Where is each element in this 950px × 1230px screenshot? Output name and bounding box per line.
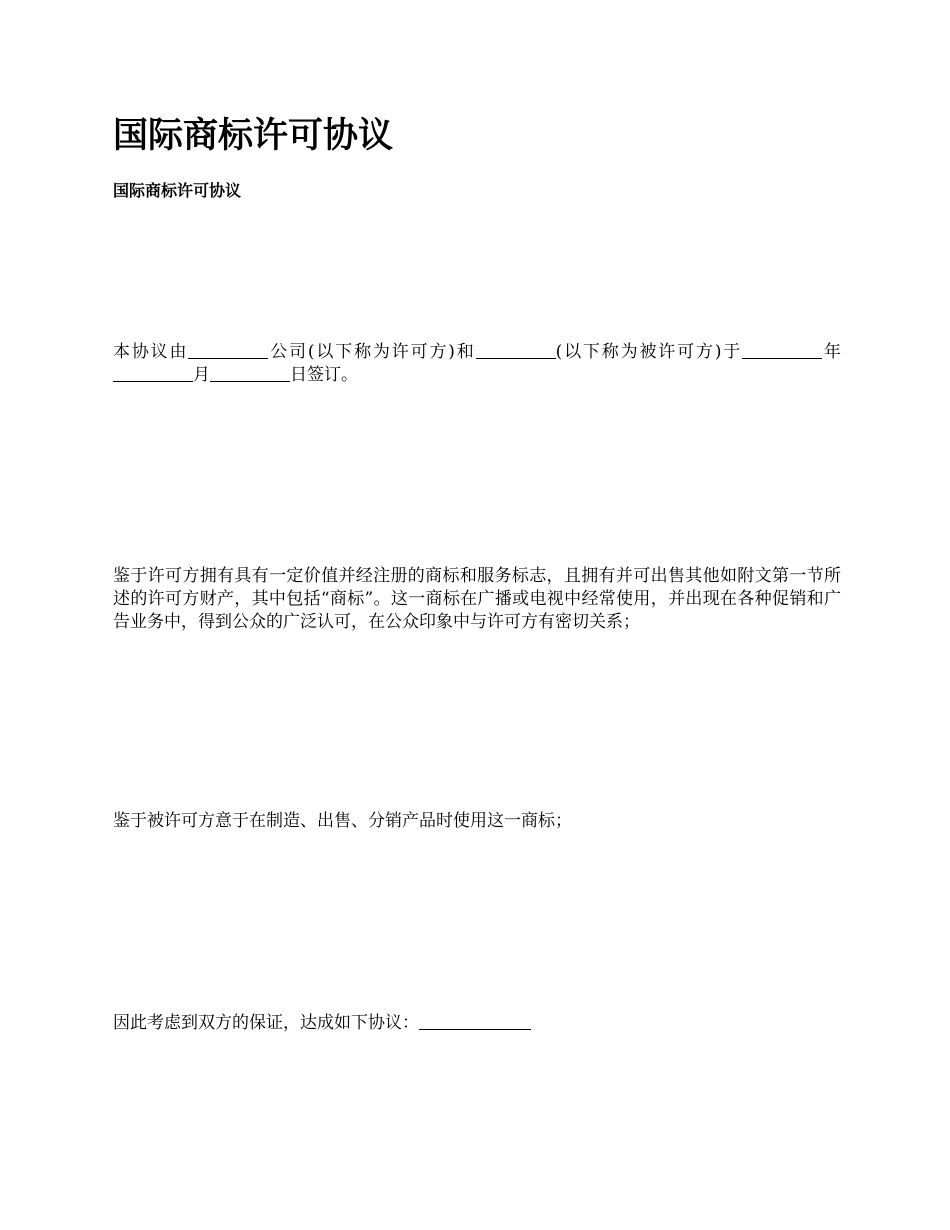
paragraph-text: 年 <box>822 342 841 362</box>
document-title: 国际商标许可协议 <box>113 115 394 156</box>
paragraph-text: (以下称为被许可方)于 <box>555 342 743 362</box>
paragraph-text: 公司(以下称为许可方)和 <box>268 342 476 362</box>
clause-blank <box>419 1013 531 1030</box>
agreement-parties-paragraph <box>113 341 841 387</box>
paragraph-text: 月 <box>193 365 210 385</box>
agreement-clause-paragraph <box>113 1012 841 1035</box>
day-blank <box>210 365 290 382</box>
paragraph-text: 本协议由 <box>113 342 189 362</box>
licensee-blank <box>476 342 556 359</box>
document-subtitle: 国际商标许可协议 <box>113 181 242 200</box>
licensor-recital-paragraph: 鉴于许可方拥有具有一定价值并经注册的商标和服务标志，且拥有并可出售其他如附文第一节所述的许可方财产，其中包括“商标”。这一商标在广播或电视中经常使用，并出现在各种促销和广告业务中，得到公众的广泛认可，在公众印象中与许可方有密切关系； <box>113 566 841 632</box>
month-blank <box>113 365 193 382</box>
licensee-recital-paragraph: 鉴于被许可方意于在制造、出售、分销产品时使用这一商标； <box>113 811 572 831</box>
paragraph-text: 日签订。 <box>290 365 358 385</box>
paragraph-text: 因此考虑到双方的保证，达成如下协议： <box>113 1013 419 1033</box>
licensor-blank <box>188 342 268 359</box>
year-blank <box>742 342 822 359</box>
